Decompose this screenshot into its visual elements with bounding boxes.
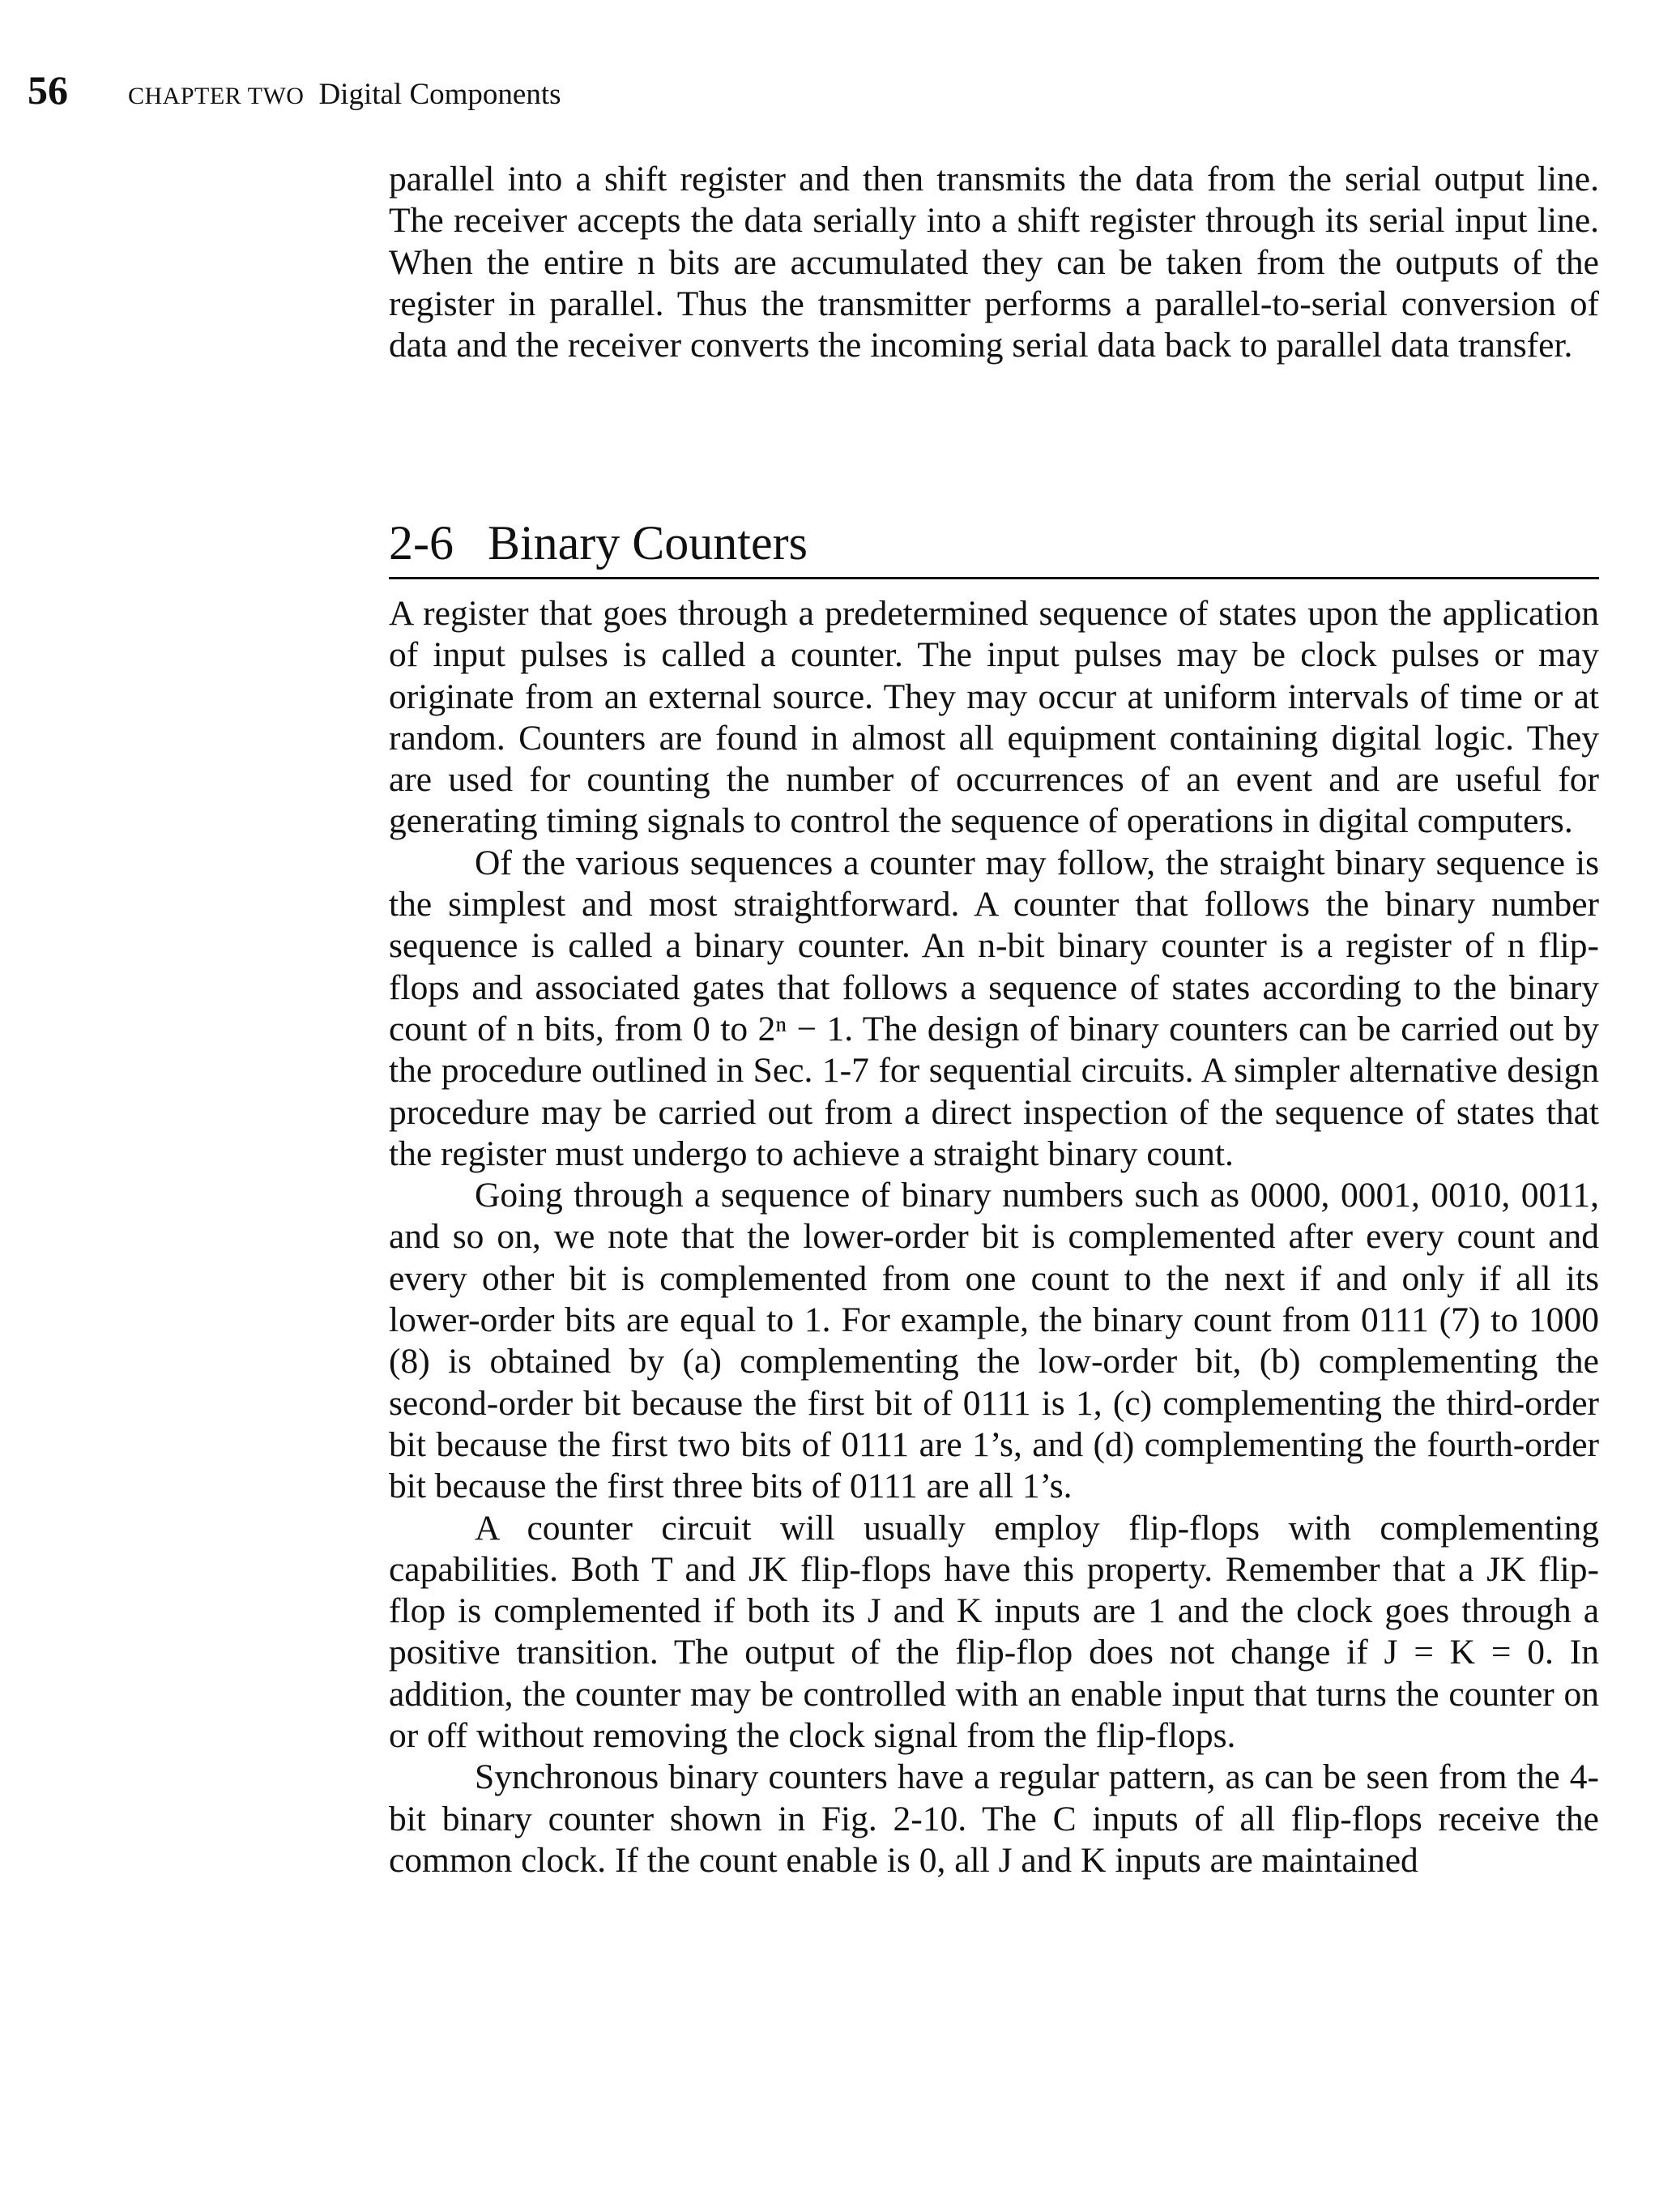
section-paragraph-5: Synchronous binary counters have a regular pattern, as can be seen from the 4-bit binary counter shown in Fig. 2-10. The C inputs of all flip-flops receive the common clock. If the count enable is 0, all J and K inputs are maintained	[389, 1757, 1599, 1880]
section-paragraph-3: Going through a sequence of binary numbers such as 0000, 0001, 0010, 0011, and so on, we note that the lower-order bit is complemented after every count and every other bit is complemented from one count to the next if and only if all its lower-order bits are equal to 1. For example, the binary count from 0111 (7) to 1000 (8) is obtained by (a) complementing the low-order bit, (b) complementing the second-order bit because the first bit of 0111 is 1, (c) complementing the third-order bit because the first two bits of 0111 are 1’s, and (d) complementing the fourth-order bit because the first three bits of 0111 are all 1’s.	[389, 1176, 1599, 1506]
section-body	[389, 593, 1599, 1881]
running-header	[28, 66, 561, 123]
chapter-label: CHAPTER TWO	[128, 83, 305, 109]
section-number: 2-6	[389, 516, 454, 570]
section-paragraph-4: A counter circuit will usually employ flip-flops with complementing capabilities. Both T and JK flip-flops have this property. Remember that a JK flip-flop is complemented if both its J and K inputs are 1 and the clock goes through a positive transition. The output of the flip-flop does not change if J = K = 0. In addition, the counter may be controlled with an enable input that turns the counter on or off without removing the clock signal from the flip-flops.	[389, 1508, 1599, 1756]
section-title: Binary Counters	[487, 516, 808, 570]
chapter-title: Digital Components	[318, 78, 561, 111]
section-heading	[389, 512, 1599, 579]
page-number: 56	[28, 67, 68, 113]
section-paragraph-1: A register that goes through a predetermined sequence of states upon the application of input pulses is called a counter. The input pulses may be clock pulses or may originate from an external source. They may occur at uniform intervals of time or at random. Counters are found in almost all equipment containing digital logic. They are used for counting the number of occurrences of an event and are useful for generating timing signals to control the sequence of operations in digital computers.	[389, 594, 1599, 841]
section-paragraph-2: Of the various sequences a counter may follow, the straight binary sequence is the simplest and most straightforward. A counter that follows the binary number sequence is called a binary counter. An n-bit binary counter is a register of n flip-flops and associated gates that follows a sequence of states according to the binary count of n bits, from 0 to 2ⁿ − 1. The design of binary counters can be carried out by the procedure outlined in Sec. 1-7 for sequential circuits. A simpler alternative design procedure may be carried out from a direct inspection of the sequence of states that the register must undergo to achieve a straight binary count.	[389, 843, 1599, 1173]
intro-paragraph: parallel into a shift register and then transmits the data from the serial output line. The receiver accepts the data serially into a shift register through its serial input line. When the entire n bits are accumulated they can be taken from the outputs of the register in parallel. Thus the transmitter performs a parallel-to-serial conversion of data and the receiver converts the incoming serial data back to parallel data transfer.	[389, 160, 1599, 365]
intro-text-block	[389, 159, 1599, 366]
